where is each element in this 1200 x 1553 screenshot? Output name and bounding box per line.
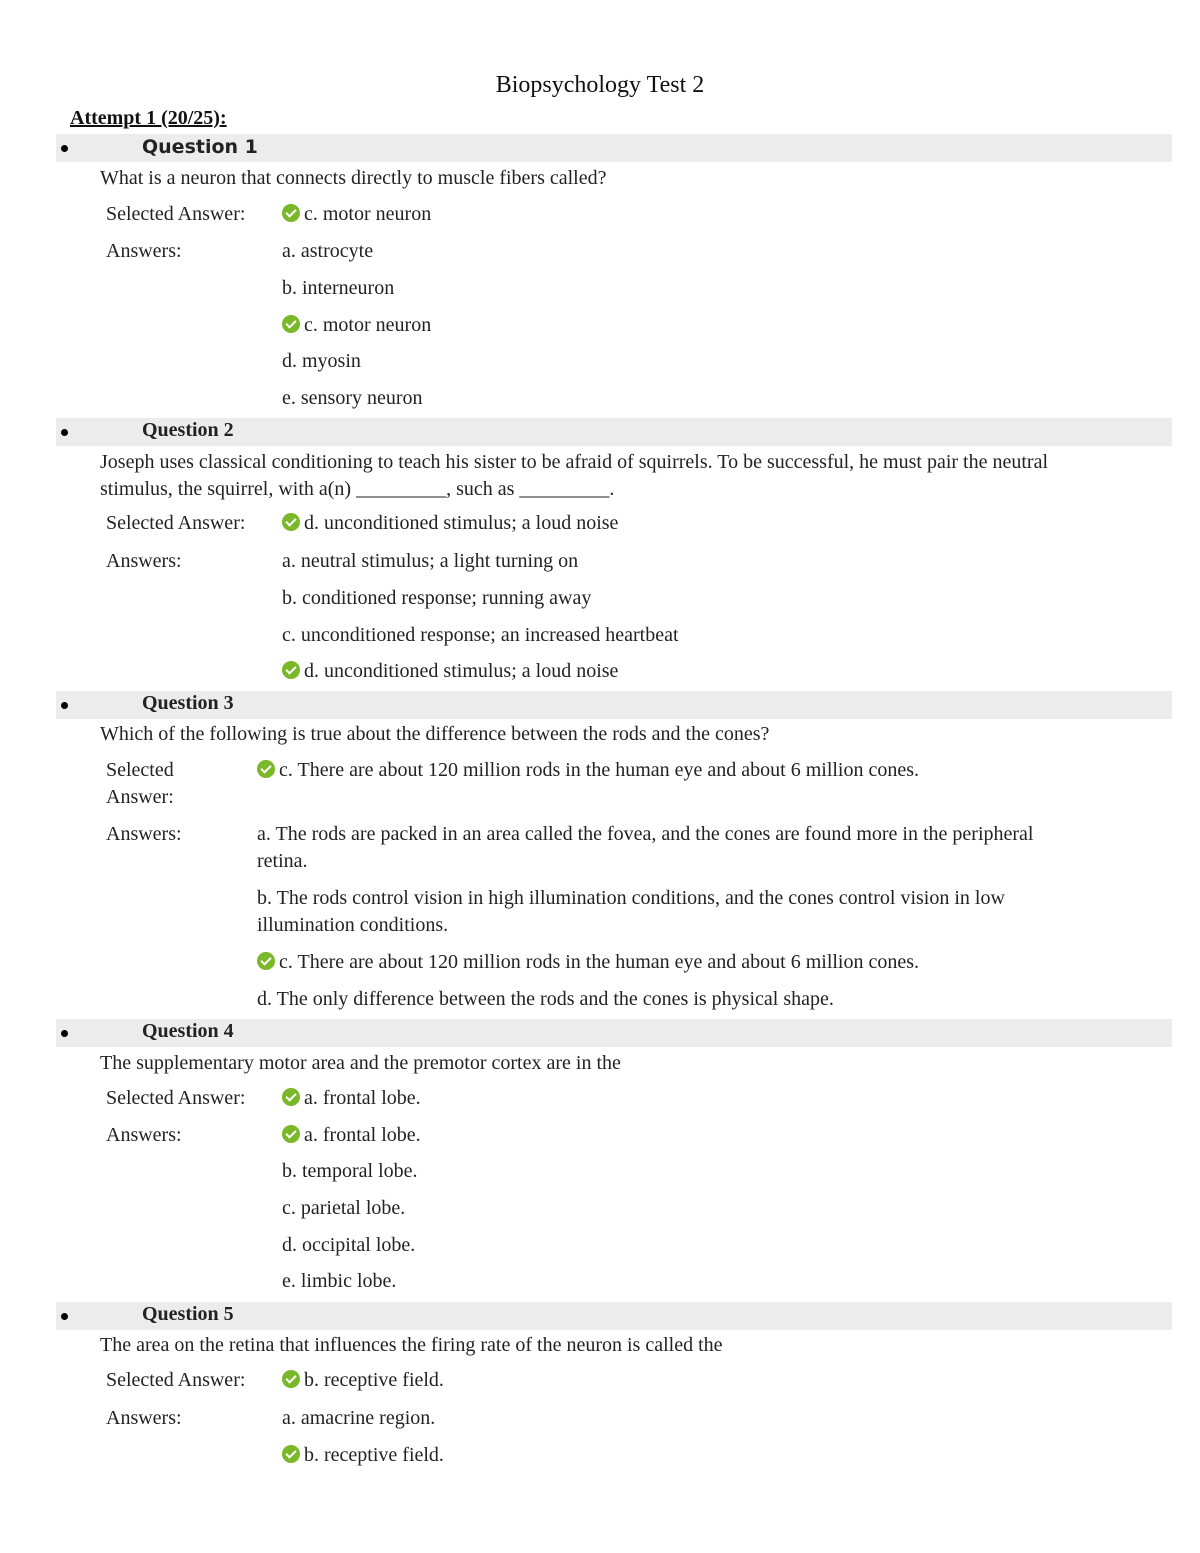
check-icon	[282, 1445, 300, 1463]
bullet-icon	[61, 429, 68, 436]
answer-option: c. motor neuron	[282, 312, 431, 339]
selected-answer: a. frontal lobe.	[282, 1085, 421, 1112]
answer-option: e. sensory neuron	[282, 387, 423, 409]
bullet-icon	[61, 1030, 68, 1037]
check-icon	[257, 952, 275, 970]
answer-option: d. myosin	[282, 350, 361, 372]
question-title: Question 4	[142, 1020, 234, 1042]
question-header	[56, 418, 1172, 446]
check-icon	[282, 315, 300, 333]
selected-answer-label: Selected Answer:	[106, 1087, 246, 1109]
attempt-score: Attempt 1 (20/25):	[70, 107, 227, 129]
answers-label: Answers:	[106, 240, 182, 262]
question-text: Which of the following is true about the difference between the rods and the cones?	[100, 723, 770, 745]
question-title: Question 2	[142, 419, 234, 441]
answer-option: a. neutral stimulus; a light turning on	[282, 550, 579, 572]
question-text: What is a neuron that connects directly to muscle fibers called?	[100, 167, 607, 189]
selected-answer-label: Selected Answer:	[106, 512, 246, 534]
selected-answer: d. unconditioned stimulus; a loud noise	[282, 510, 618, 537]
answers-label: Answers:	[106, 823, 182, 845]
answer-option: d. occipital lobe.	[282, 1234, 416, 1256]
bullet-icon	[61, 702, 68, 709]
selected-answer-label: Selected Answer:	[106, 1369, 246, 1391]
answer-option: d. unconditioned stimulus; a loud noise	[282, 658, 618, 685]
selected-answer-label: Selected Answer:	[106, 759, 174, 808]
answer-option: b. The rods control vision in high illumination conditions, and the cones control vision in low illumination conditions.	[257, 887, 1005, 936]
answer-option: b. temporal lobe.	[282, 1160, 418, 1182]
check-icon	[282, 661, 300, 679]
question-title: Question 3	[142, 692, 234, 714]
answers-label: Answers:	[106, 550, 182, 572]
selected-answer-label: Selected Answer:	[106, 203, 246, 225]
answers-label: Answers:	[106, 1407, 182, 1429]
question-header	[56, 1302, 1172, 1330]
answer-option: a. amacrine region.	[282, 1407, 436, 1429]
check-icon	[257, 760, 275, 778]
question-header	[56, 1019, 1172, 1047]
answer-option: a. The rods are packed in an area called the fovea, and the cones are found more in the peripheral retina.	[257, 823, 1034, 872]
page-title: Biopsychology Test 2	[495, 72, 705, 98]
answer-option: a. frontal lobe.	[282, 1122, 421, 1149]
question-text: The supplementary motor area and the premotor cortex are in the	[100, 1052, 621, 1074]
question-header	[56, 134, 1172, 162]
answer-option: c. There are about 120 million rods in the human eye and about 6 million cones.	[257, 949, 1057, 976]
answers-label: Answers:	[106, 1124, 182, 1146]
question-text: Joseph uses classical conditioning to teach his sister to be afraid of squirrels. To be successful, he must pair the neutral stimulus, the squirrel, with a(n) _________, such as _________.	[100, 451, 1048, 500]
answer-option: b. receptive field.	[282, 1442, 444, 1469]
answer-option: c. unconditioned response; an increased heartbeat	[282, 624, 679, 646]
answer-option: b. interneuron	[282, 277, 395, 299]
selected-answer: b. receptive field.	[282, 1367, 444, 1394]
answer-option: b. conditioned response; running away	[282, 587, 592, 609]
answer-option: d. The only difference between the rods and the cones is physical shape.	[257, 988, 834, 1010]
answer-option: a. astrocyte	[282, 240, 374, 262]
answer-option: e. limbic lobe.	[282, 1270, 397, 1292]
bullet-icon	[61, 145, 68, 152]
check-icon	[282, 513, 300, 531]
bullet-icon	[61, 1313, 68, 1320]
selected-answer: c. motor neuron	[282, 201, 431, 228]
check-icon	[282, 1125, 300, 1143]
check-icon	[282, 1088, 300, 1106]
question-text: The area on the retina that influences the firing rate of the neuron is called the	[100, 1334, 723, 1356]
selected-answer: c. There are about 120 million rods in the human eye and about 6 million cones.	[257, 757, 1057, 784]
check-icon	[282, 1370, 300, 1388]
question-title: Question 5	[142, 1303, 234, 1325]
check-icon	[282, 204, 300, 222]
question-header	[56, 691, 1172, 719]
answer-option: c. parietal lobe.	[282, 1197, 406, 1219]
question-title: Question 1	[142, 136, 258, 158]
